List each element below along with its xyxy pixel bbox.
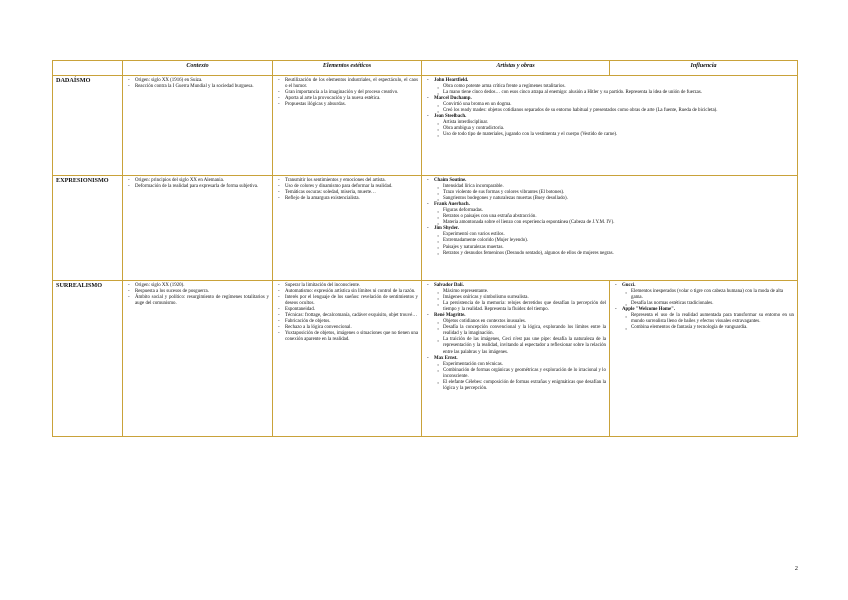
header-elementos-esteticos: Elementos estéticos — [273, 61, 422, 76]
artist-name: - John Heartfield. — [425, 78, 794, 84]
list-item: - Técnicas: frottage, decalcomanía, cadáver exquisito, objet trouvé… — [276, 313, 418, 319]
list-item: - Yuxtaposición de objetos, imágenes o situaciones que no tienen una conexión aparente en la realidad. — [276, 331, 418, 343]
list-item: - Rechazo a la lógica convencional. — [276, 325, 418, 331]
brand-name: - Gucci. — [613, 283, 794, 289]
list-item: ○ Convirtió una broma en un dogma. — [425, 102, 794, 108]
artist-name: - Frank Auerbach. — [425, 202, 794, 208]
cell-contexto-surrealismo — [123, 281, 273, 437]
list-item: - Deformación de la realidad para expresarla de forma subjetiva. — [126, 184, 269, 190]
table-row-expresionismo — [53, 176, 798, 281]
list-item: ○ Artista interdisciplinar. — [425, 120, 794, 126]
list-item: ○ Imágenes oníricas y simbolismo surrealista. — [425, 295, 606, 301]
list-item: - Espontaneidad. — [276, 307, 418, 313]
row-label-expresionismo: EXPRESIONISMO — [53, 176, 123, 281]
list-item: - Reutilización de los elementos industriales, el espectáculo, el caos o el humor. — [276, 78, 418, 90]
artist-name: - Marcel Duchamp. — [425, 96, 794, 102]
header-contexto: Contexto — [123, 61, 273, 76]
list-item: ○ Materia amontonada sobre el lienzo con experiencia espontánea (Cabeza de J.Y.M. IV). — [425, 220, 794, 226]
list-item: ○ Intensidad lírica incomparable. — [425, 184, 794, 190]
list-item: ○ La traición de las imágenes, Ceci n'est pas une pipe: desafía la naturaleza de la representación y la realidad, invitando al espectador a reflexionar sobre la relación entre las palabras y las imágenes. — [425, 337, 606, 355]
list-item: - Respuesta a los sucesos de posguerra. — [126, 289, 269, 295]
list-item: ○ Trazo violento de sus formas y colores vibrantes (El botones). — [425, 190, 794, 196]
list-item: - Uso de colores y dinamismo para deformar la realidad. — [276, 184, 418, 190]
brand-name: - Apple "Welcome Home". — [613, 307, 794, 313]
header-empty — [53, 61, 123, 76]
list-item: ○ Representa el uso de la realidad aumentada para transformar su entorno en un mundo surrealista lleno de bailes y efectos visuales extravagantes. — [613, 313, 794, 325]
list-item: - Origen: siglo XX (1920). — [126, 283, 269, 289]
list-item: - Transmitir los sentimientos y emociones del artista. — [276, 178, 418, 184]
cell-artistas-dadaismo — [422, 76, 798, 176]
artist-name: - René Magritte. — [425, 313, 606, 319]
header-row — [53, 61, 798, 76]
artist-name: - Chaim Soutine. — [425, 178, 794, 184]
cell-artistas-expresionismo — [422, 176, 798, 281]
list-item: ○ Retratos y desnudos femeninos (Desnudo sentado), algunos de ellos de mujeres negras. — [425, 251, 794, 257]
list-item: ○ Experimentación con técnicas. — [425, 362, 606, 368]
list-item: ○ Combina elementos de fantasía y tecnología de vanguardia. — [613, 325, 794, 331]
list-item: - Origen: principios del siglo XX en Alemania. — [126, 178, 269, 184]
list-item: - Fabricación de objetos. — [276, 319, 418, 325]
cell-artistas-surrealismo — [422, 281, 610, 437]
list-item: ○ Retratos o paisajes con una extraña abstracción. — [425, 214, 794, 220]
cell-contexto-expresionismo — [123, 176, 273, 281]
list-item: ○ Máximo representante. — [425, 289, 606, 295]
row-label-surrealismo: SURREALISMO — [53, 281, 123, 437]
list-item: ○ La mano tiene cinco dedos… con esos cinco atrapa al enemigo: alusión a Hitler y su partido. Representa la idea de unión de fuerzas. — [425, 90, 794, 96]
list-item: ○ Elementos inesperados (volar o tigre con cabeza humana) con la moda de alta gama. — [613, 289, 794, 301]
cell-contexto-dadaismo — [123, 76, 273, 176]
list-item: ○ Combinación de formas orgánicas y geométricas y exploración de lo irracional y lo inconsciente. — [425, 368, 606, 380]
list-item: ○ Objetos cotidianos en contextos inusuales. — [425, 319, 606, 325]
row-label-dadaismo: DADAÍSMO — [53, 76, 123, 176]
cell-estetica-dadaismo — [273, 76, 422, 176]
list-item: ○ Obra ambigua y contradictoria. — [425, 126, 794, 132]
list-item: ○ Uso de todo tipo de materiales, jugando con la vestimenta y el cuerpo (Vestido de carne). — [425, 132, 794, 138]
list-item: - Propuestas ilógicas y absurdas. — [276, 102, 418, 108]
list-item: - Temáticas oscuras: soledad, miseria, muerte… — [276, 190, 418, 196]
list-item: - Reacción contra la I Guerra Mundial y la sociedad burguesa. — [126, 84, 269, 90]
list-item: - Reflejo de la amargura existencialista. — [276, 196, 418, 202]
cell-estetica-expresionismo — [273, 176, 422, 281]
page-number: 2 — [794, 565, 798, 572]
cell-estetica-surrealismo — [273, 281, 422, 437]
header-influencia: Influencia — [610, 61, 798, 76]
table-row-surrealismo — [53, 281, 798, 437]
list-item: ○ La persistencia de la memoria: relojes derretidos que desafían la percepción del tiempo y la realidad. Representa la fluidez del tiempo. — [425, 301, 606, 313]
table-row-dadaismo — [53, 76, 798, 176]
list-item: ○ Extremadamente colorido (Mujer leyendo). — [425, 238, 794, 244]
artist-name: - Max Ernst. — [425, 356, 606, 362]
artist-name: - Jim Shyder. — [425, 226, 794, 232]
list-item: ○ Desafía las normas estéticas tradicionales. — [613, 301, 794, 307]
artist-name: - Jean Steelbach. — [425, 114, 794, 120]
list-item: ○ Desafía la concepción convencional y la lógica, explorando los límites entre la realidad y la imaginación. — [425, 325, 606, 337]
list-item: ○ Figuras deformadas. — [425, 208, 794, 214]
list-item: ○ Obra como potente arma crítica frente a regímenes totalitarios. — [425, 84, 794, 90]
artist-name: - Salvador Dalí. — [425, 283, 606, 289]
header-artistas-obras: Artistas y obras — [422, 61, 610, 76]
list-item: - Ámbito social y político: resurgimiento de regímenes totalitarios y auge del comunismo. — [126, 295, 269, 307]
list-item: - Interés por el lenguaje de los sueños: revelación de sentimientos y deseos ocultos. — [276, 295, 418, 307]
list-item: - Automatismo: expresión artística sin límites ni control de la razón. — [276, 289, 418, 295]
list-item: ○ El elefante Célebes: composición de formas extrañas y enigmáticas que desafían la lógica y la percepción. — [425, 380, 606, 392]
list-item: - Superar la limitación del inconsciente. — [276, 283, 418, 289]
list-item: - Aporta al arte la provocación y la nueva estética. — [276, 96, 418, 102]
list-item: - Gran importancia a la imaginación y del proceso creativo. — [276, 90, 418, 96]
list-item: ○ Paisajes y naturalezas muertas. — [425, 245, 794, 251]
list-item: ○ Creó los ready mades: objetos cotidianos separados de su entorno habitual y presentados como obras de arte (La fuente, Rueda de bicicleta). — [425, 108, 794, 114]
list-item: - Origen: siglo XX (1916) en Suiza. — [126, 78, 269, 84]
list-item: ○ Experimentó con varios estilos. — [425, 232, 794, 238]
cell-influencia-surrealismo — [610, 281, 798, 437]
summary-table — [52, 60, 798, 437]
list-item: ○ Sangrientos bodegones y naturalezas muertas (Buey desollado). — [425, 196, 794, 202]
